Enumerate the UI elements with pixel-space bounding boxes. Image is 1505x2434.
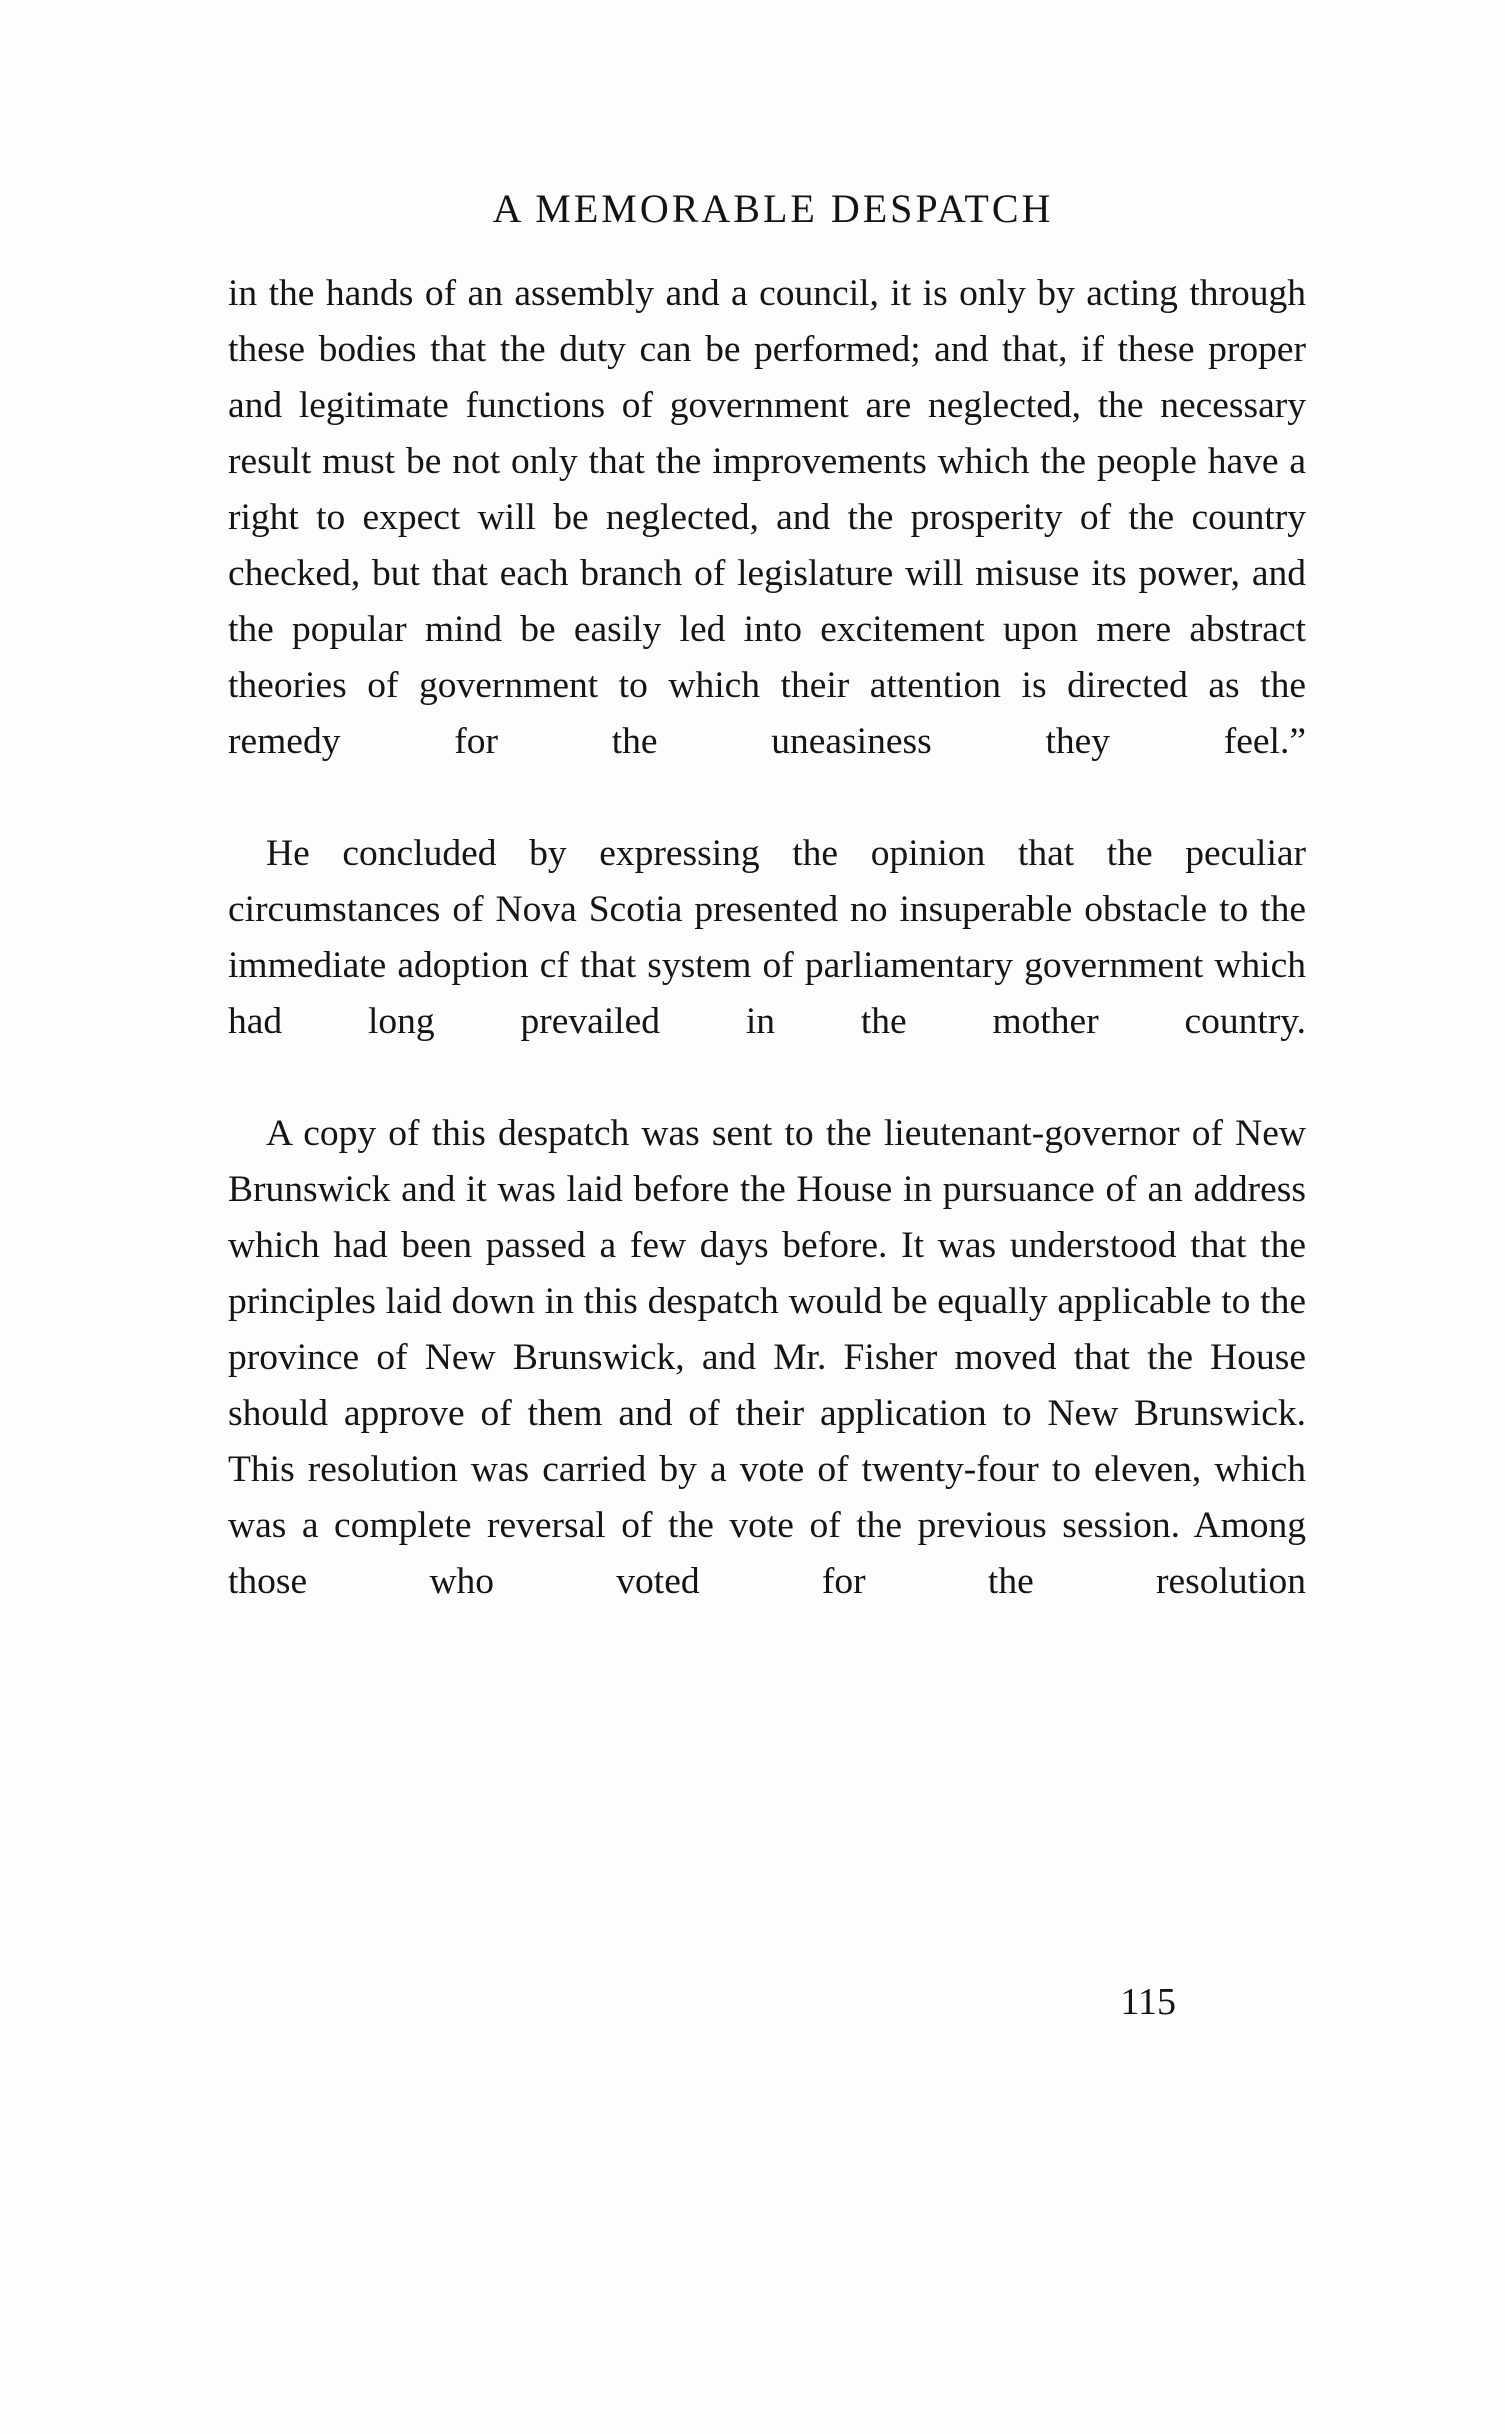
paragraph-1: in the hands of an assembly and a council, it is only by acting through these bodies that the duty can be performed; and that, if these proper and legitimate functions of government are neglected, the necessary result must be not only that the improvements which the people have a right to expect will be neglected, and the prosperity of the country checked, but that each branch of legislature will misuse its power, and the popular mind be easily led into excitement upon mere abstract theories of government to which their attention is directed as the remedy for the uneasiness they feel.” [228, 273, 1306, 762]
page-number: 115 [1120, 1981, 1176, 2023]
running-head: A MEMORABLE DESPATCH [492, 186, 1054, 231]
paragraph-3: A copy of this despatch was sent to the lieutenant-governor of New Brunswick and it was laid before the House in pursuance of an address which had been passed a few days before. It was understood that the principles laid down in this despatch would be equally applicable to the province of New Brunswick, and Mr. Fisher moved that the House should approve of them and of their application to New Brunswick. This resolution was carried by a vote of twenty-four to eleven, which was a complete reversal of the vote of the previous session. Among those who voted for the resolution [228, 1113, 1306, 1602]
page-text-block [228, 185, 1306, 1666]
paragraph-2: He concluded by expressing the opinion that the peculiar circumstances of Nova Scotia presented no insuperable obstacle to the immediate adoption cf that system of parliamentary government which had long prevailed in the mother country. [228, 833, 1306, 1042]
